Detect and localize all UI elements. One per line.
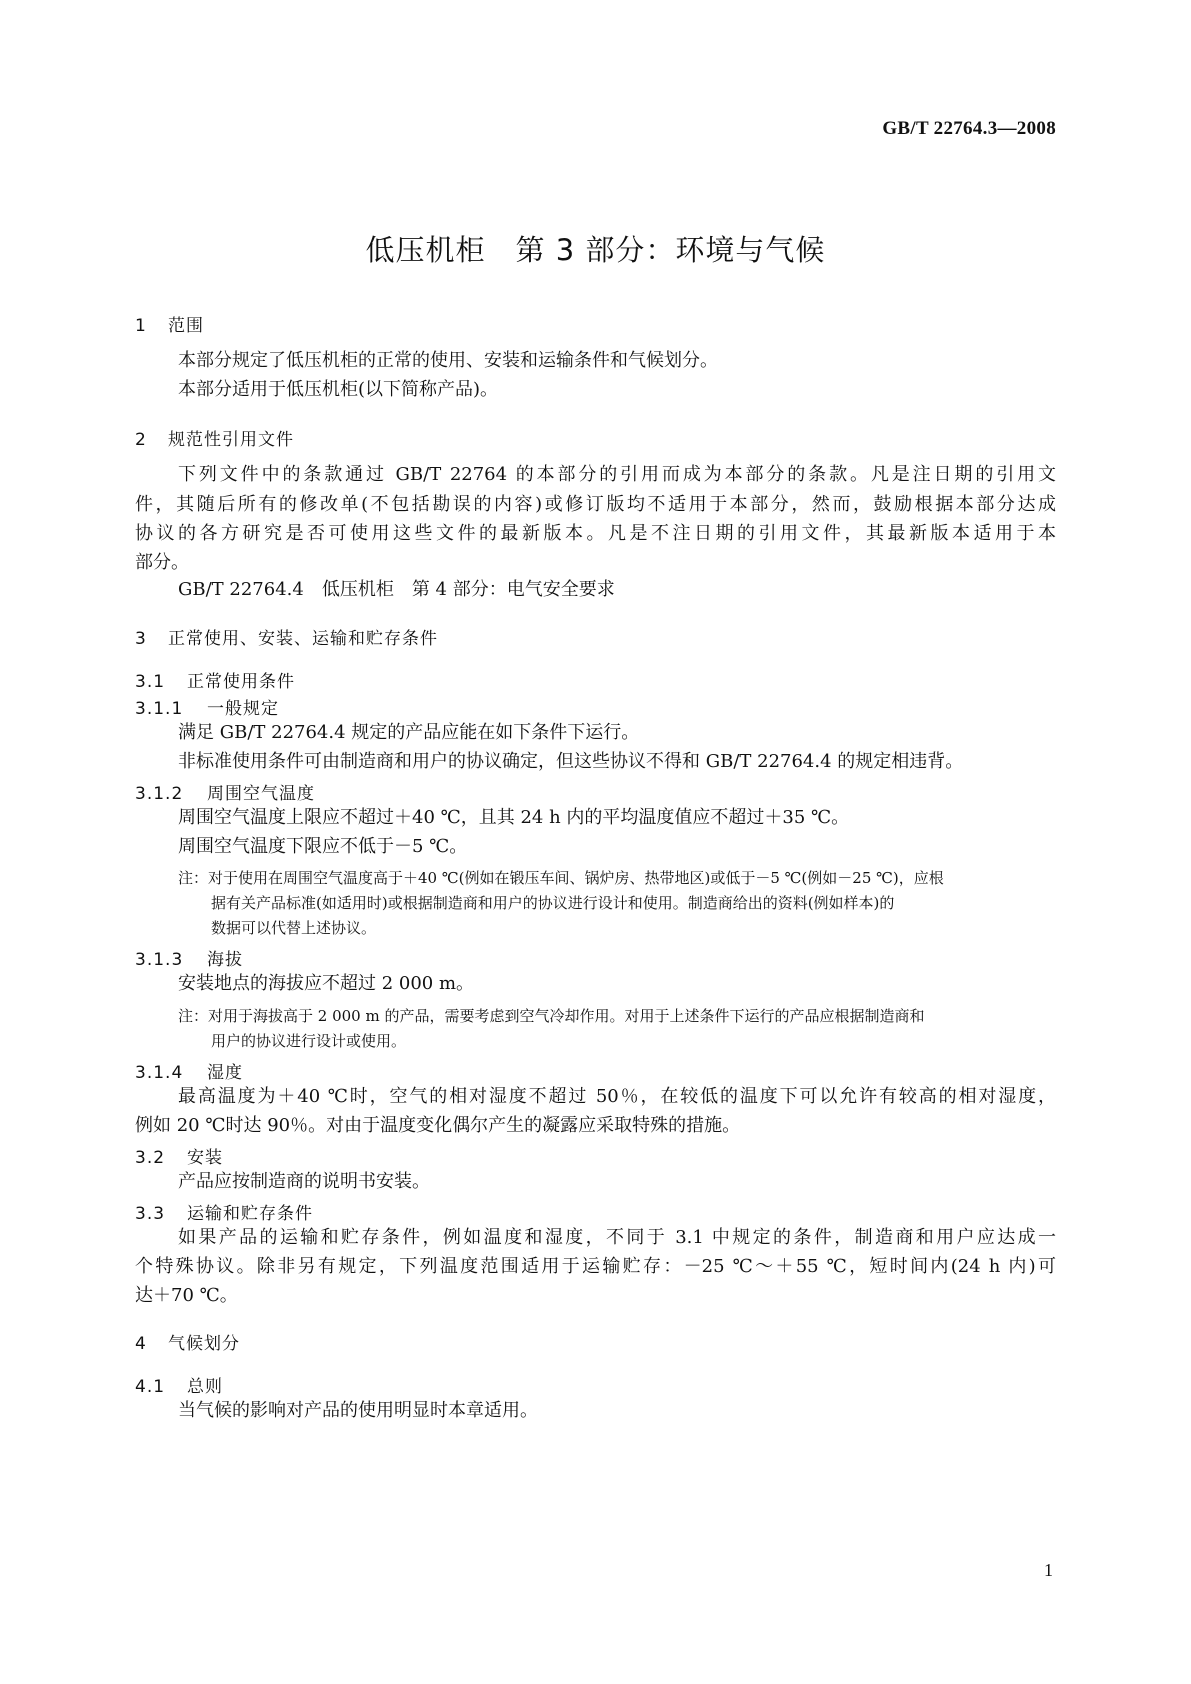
paragraph-line: 个特殊协议。除非另有规定，下列温度范围适用于运输贮存：－25 ℃～＋55 ℃，短时间内(24 h 内)可 (135, 1256, 1056, 1277)
section-3-3-heading (135, 1199, 313, 1224)
section-number: 3.1.4 (135, 1063, 184, 1083)
section-3-2-heading (135, 1143, 223, 1168)
paragraph: 非标准使用条件可由制造商和用户的协议确定，但这些协议不得和 GB/T 22764.4 的规定相违背。 (178, 751, 964, 772)
paragraph-line: 如果产品的运输和贮存条件，例如温度和湿度，不同于 3.1 中规定的条件，制造商和用户应达成一 (178, 1227, 1056, 1248)
section-title: 周围空气温度 (207, 784, 315, 804)
paragraph: 周围空气温度下限应不低于－5 ℃。 (178, 836, 468, 857)
section-number: 3.1.1 (135, 699, 184, 719)
section-3-1-4-heading (135, 1058, 243, 1083)
paragraph: 安装地点的海拔应不超过 2 000 m。 (178, 973, 475, 994)
section-3-1-heading (135, 667, 295, 692)
paragraph-line: 达＋70 ℃。 (135, 1285, 238, 1306)
paragraph: 本部分规定了低压机柜的正常的使用、安装和运输条件和气候划分。 (178, 350, 718, 371)
paragraph-line: 下列文件中的条款通过 GB/T 22764 的本部分的引用而成为本部分的条款。凡是注日期的引用文 (178, 464, 1056, 485)
section-number: 3.1.2 (135, 784, 184, 804)
section-2-heading (135, 425, 294, 450)
section-3-1-3-heading (135, 945, 243, 970)
section-title: 范围 (168, 316, 204, 336)
paragraph: 当气候的影响对产品的使用明显时本章适用。 (178, 1400, 538, 1421)
section-title: 安装 (187, 1148, 223, 1168)
section-number: 3 (135, 629, 147, 649)
note-line: 用户的协议进行设计或使用。 (211, 1032, 407, 1050)
section-number: 1 (135, 316, 147, 336)
section-3-1-1-heading (135, 694, 279, 719)
paragraph: 产品应按制造商的说明书安装。 (178, 1171, 430, 1192)
section-number: 4 (135, 1334, 147, 1354)
section-title: 湿度 (207, 1063, 243, 1083)
section-title: 总则 (187, 1377, 223, 1397)
normative-reference: GB/T 22764.4 低压机柜 第 4 部分：电气安全要求 (178, 579, 615, 600)
paragraph-line: 最高温度为＋40 ℃时，空气的相对湿度不超过 50％，在较低的温度下可以允许有较高的相对湿度， (178, 1086, 1056, 1107)
section-title: 一般规定 (207, 699, 279, 719)
section-number: 3.2 (135, 1148, 166, 1168)
note-line: 注：对用于海拔高于 2 000 m 的产品，需要考虑到空气冷却作用。对用于上述条件下运行的产品应根据制造商和 (178, 1007, 925, 1025)
section-title: 海拔 (207, 950, 243, 970)
section-number: 4.1 (135, 1377, 166, 1397)
section-title: 运输和贮存条件 (187, 1204, 313, 1224)
section-number: 2 (135, 430, 147, 450)
paragraph-line: 例如 20 ℃时达 90％。对由于温度变化偶尔产生的凝露应采取特殊的措施。 (135, 1115, 741, 1136)
page-number: 1 (1044, 1560, 1053, 1580)
note-line: 据有关产品标准(如适用时)或根据制造商和用户的协议进行设计和使用。制造商给出的资料(例如样本)的 (211, 894, 895, 912)
paragraph: 周围空气温度上限应不超过＋40 ℃，且其 24 h 内的平均温度值应不超过＋35 ℃。 (178, 807, 850, 828)
section-number: 3.1 (135, 672, 166, 692)
doc-code: GB/T 22764.3—2008 (882, 118, 1056, 139)
paragraph-line: 部分。 (135, 552, 189, 573)
section-4-1-heading (135, 1372, 223, 1397)
paragraph: 满足 GB/T 22764.4 规定的产品应能在如下条件下运行。 (178, 722, 640, 743)
section-3-1-2-heading (135, 779, 315, 804)
section-4-heading (135, 1329, 240, 1354)
paragraph-line: 协议的各方研究是否可使用这些文件的最新版本。凡是不注日期的引用文件，其最新版本适用于本 (135, 523, 1056, 544)
section-3-heading (135, 624, 438, 649)
paragraph: 本部分适用于低压机柜(以下简称产品)。 (178, 379, 499, 400)
section-number: 3.3 (135, 1204, 166, 1224)
section-title: 正常使用条件 (187, 672, 295, 692)
paragraph-line: 件，其随后所有的修改单(不包括勘误的内容)或修订版均不适用于本部分，然而，鼓励根据本部分达成 (135, 494, 1056, 515)
note-line: 数据可以代替上述协议。 (211, 919, 377, 937)
document-title: 低压机柜 第 3 部分：环境与气候 (365, 233, 826, 267)
note-line: 注：对于使用在周围空气温度高于＋40 ℃(例如在锻压车间、锅炉房、热带地区)或低于－5 ℃(例如－25 ℃)，应根 (178, 869, 944, 887)
section-number: 3.1.3 (135, 950, 184, 970)
section-title: 规范性引用文件 (168, 430, 294, 450)
section-1-heading (135, 311, 204, 336)
section-title: 气候划分 (168, 1334, 240, 1354)
section-title: 正常使用、安装、运输和贮存条件 (168, 629, 438, 649)
